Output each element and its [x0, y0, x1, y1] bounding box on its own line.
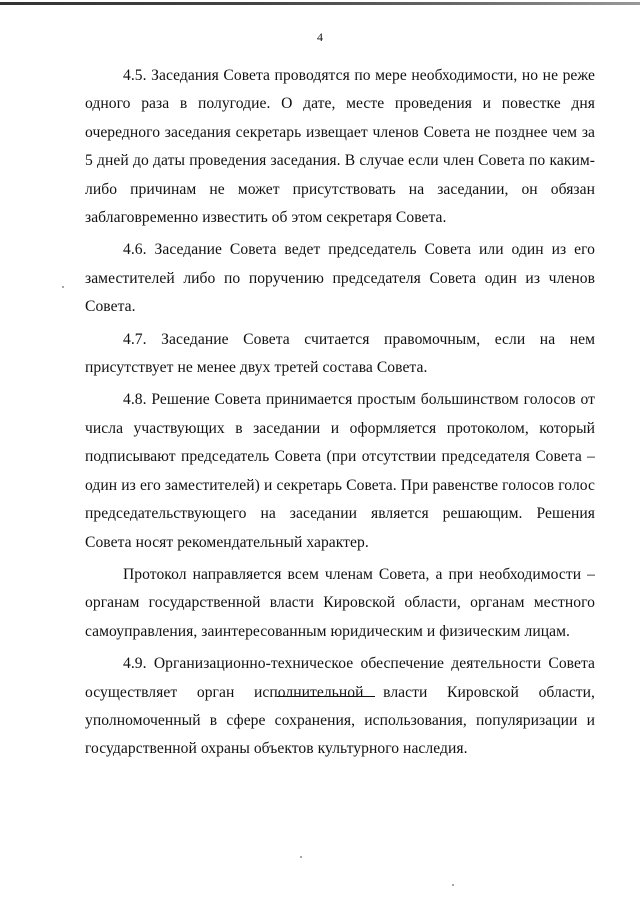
document-body	[85, 62, 595, 768]
scan-speck	[62, 286, 64, 288]
paragraph-4-6: 4.6. Заседание Совета ведет председатель Совета или один из его заместителей либо по поручению председателя Совета один из членов Совета.	[85, 241, 595, 316]
scan-speck	[452, 884, 454, 886]
paragraph-4-5: 4.5. Заседания Совета проводятся по мере необходимости, но не реже одного раза в полугодие. О дате, месте проведения и повестке дня очередного заседания секретарь извещает членов Совета не позднее чем за 5 дней до даты проведения заседания. В случае если член Совета по каким-либо причинам не может присутствовать на заседании, он обязан заблаговременно известить об этом секретаря Совета.	[85, 67, 595, 227]
paragraph-4-9: 4.9. Организационно-техническое обеспечение деятельности Совета осуществляет орган исполнительной власти Кировской области, уполномоченный в сфере сохранения, использования, популяризации и государственной охраны объектов культурного наследия.	[85, 655, 595, 758]
paragraph-4-7: 4.7. Заседание Совета считается правомочным, если на нем присутствует не менее двух третей состава Совета.	[85, 330, 595, 377]
scan-top-edge	[0, 2, 640, 5]
scan-speck	[300, 856, 302, 858]
page-number: 4	[317, 30, 323, 44]
paragraph-4-8: 4.8. Решение Совета принимается простым большинством голосов от числа участвующих в заседании и оформляется протоколом, который подписывают председатель Совета (при отсутствии председателя Совета – один из его заместителей) и секретарь Совета. При равенстве голосов голос председательствующего на заседании является решающим. Решения Совета носят рекомендательный характер.	[85, 391, 595, 551]
paragraph-protocol: Протокол направляется всем членам Совета, а при необходимости – органам государственной власти Кировской области, органам местного самоуправления, заинтересованным юридическим и физическим лицам.	[85, 565, 595, 640]
end-of-text-rule	[277, 696, 375, 697]
